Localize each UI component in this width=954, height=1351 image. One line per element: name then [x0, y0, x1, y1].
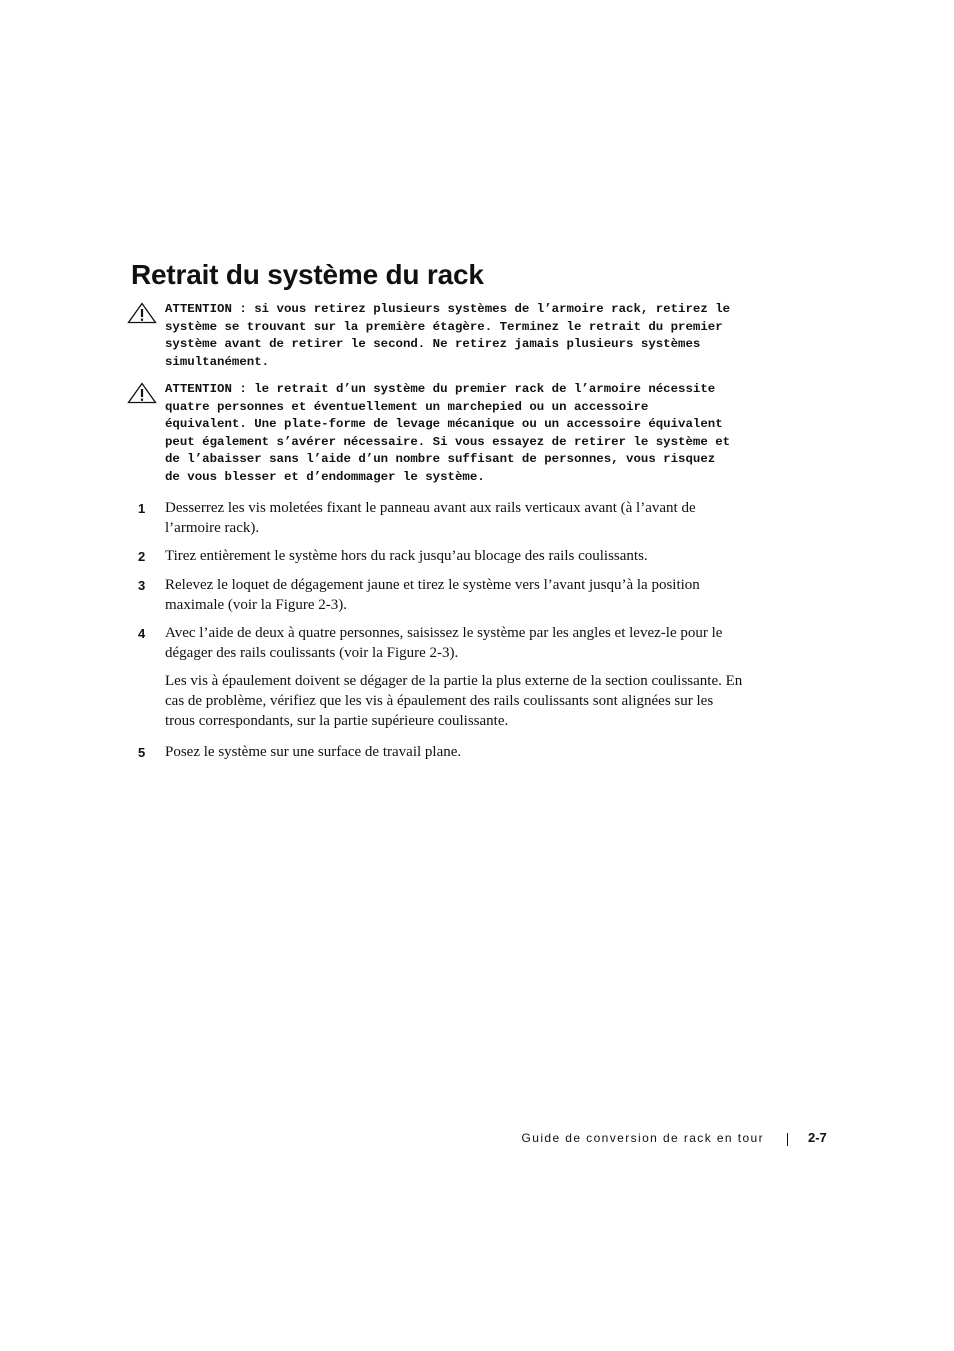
warning-triangle-icon: [127, 382, 157, 404]
list-item: [138, 624, 738, 663]
warning-triangle-icon: [127, 302, 157, 324]
step-number: 5: [138, 745, 146, 760]
list-item: [138, 499, 738, 538]
step-text: Tirez entièrement le système hors du rack jusqu’au blocage des rails coulissants.: [165, 548, 648, 564]
step-text: Desserrez les vis moletées fixant le panneau avant aux rails verticaux avant (à l’avant de l’armoire rack).: [165, 500, 696, 536]
list-item: [138, 743, 738, 763]
list-item: [138, 547, 738, 567]
warning-text: ATTENTION : si vous retirez plusieurs systèmes de l’armoire rack, retirez le système se trouvant sur la première étagère. Terminez le retrait du premier système avant de retirer le second. Ne retirez jamais plusieurs systèmes simultanément.: [165, 302, 731, 369]
step-number: 1: [138, 501, 146, 516]
step-note: Les vis à épaulement doivent se dégager de la partie la plus externe de la section coulissante. En cas de problème, vérifiez que les vis à épaulement des rails coulissants sont alignées sur les trous correspondants, sur la partie supérieure coulissante.: [165, 673, 743, 729]
warning-text: ATTENTION : le retrait d’un système du premier rack de l’armoire nécessite quatre personnes et éventuellement un marchepied ou un accessoire équivalent. Une plate-forme de levage mécanique ou un accessoire équivalent peut également s’avérer nécessaire. Si vous essayez de retirer le système et de l’abaisser sans l’aide d’un nombre suffisant de personnes, vous risquez de vous blesser et d’endommager le système.: [165, 382, 731, 484]
step-number: 2: [138, 549, 146, 564]
step-text: Avec l’aide de deux à quatre personnes, saisissez le système par les angles et levez-le pour le dégager des rails coulissants (voir la Figure 2-3).: [165, 625, 723, 661]
footer-guide-title: Guide de conversion de rack en tour: [521, 1131, 764, 1145]
page-number: 2-7: [808, 1130, 827, 1145]
step-number: 3: [138, 578, 146, 593]
footer-divider: [787, 1133, 788, 1146]
step-text: Posez le système sur une surface de travail plane.: [165, 744, 462, 760]
list-item: [138, 576, 738, 615]
step-number: 4: [138, 626, 146, 641]
page-title: Retrait du système du rack: [131, 259, 484, 290]
warning-notice: [127, 301, 737, 371]
warning-notice: [127, 381, 737, 487]
step-text: Relevez le loquet de dégagement jaune et tirez le système vers l’avant jusqu’à la position maximale (voir la Figure 2-3).: [165, 577, 700, 613]
